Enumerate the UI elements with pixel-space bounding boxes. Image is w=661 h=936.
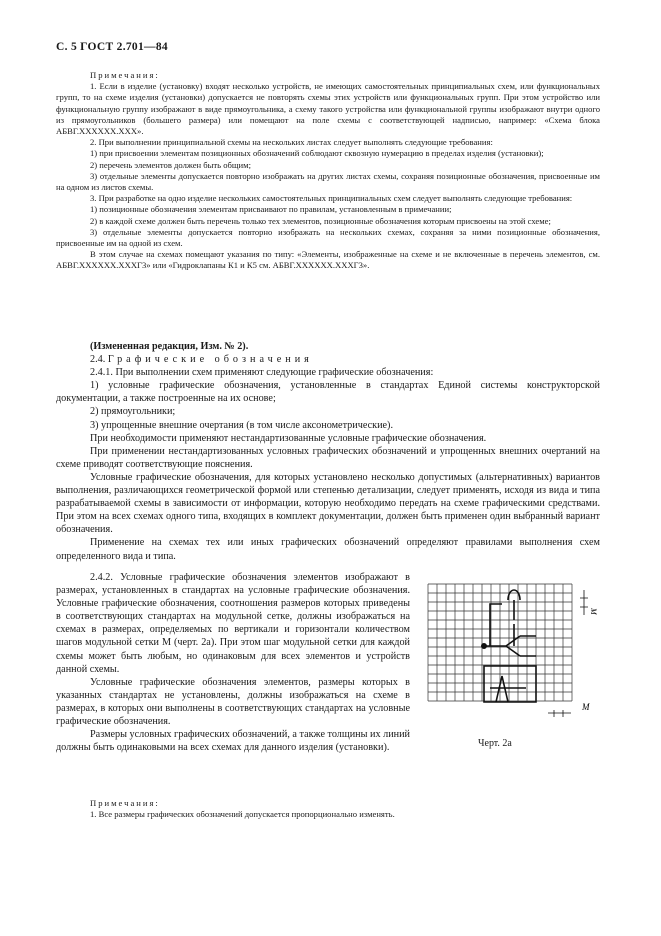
section-title: Графические обозначения	[107, 354, 313, 366]
note-paragraph: 1) при присвоении элементам позиционных обозначений соблюдают сквозную нумерацию в пределах изделия (установки);	[90, 148, 544, 159]
note-paragraph: 3. При разработке на одно изделие нескольких самостоятельных принципиальных схем следует выполнять следующие требования:	[90, 193, 573, 204]
note-paragraph: 3) отдельные элементы допускается повторно изображать на других листах схемы, сохраняя позиционные обозначения, присвоенные им на одном из листов схемы.	[56, 170, 600, 193]
note-paragraph: 1) позиционные обозначения элементам присваивают по правилам, установленным в примечании;	[90, 204, 452, 215]
body-paragraph: Условные графические обозначения, для которых установлено несколько допустимых (альтернативных) вариантов выполнения, различающихся геометрической формой или степенью детализации, следует применять, исходя из вида и типа разрабатываемой схемы в зависимости от информации, которую необходимо передать на схеме графическими средствами. При этом на всех схемах одного типа, входящих в комплект документации, должен быть применен один выбранный вариант обозначения.	[56, 471, 600, 536]
section-number: 2.4.	[90, 354, 106, 366]
body-paragraph: 3) упрощенные внешние очертания (в том числе аксонометрические).	[90, 419, 393, 431]
grid-drawing	[424, 580, 604, 720]
bottom-note-text: 1. Все размеры графических обозначений допускается пропорционально изменять.	[90, 809, 395, 820]
note-paragraph: 3) отдельные элементы допускается повторно изображать на нескольких схемах, сохраняя за ними позиционные обозначения, присвоенные им на одной из схем.	[56, 226, 600, 249]
symbol-leads	[520, 636, 536, 656]
dim-label-horizontal: M	[582, 702, 590, 712]
body-paragraph: Применение на схемах тех или иных графических обозначений определяют правилами выполнения схем определенного вида и типа.	[56, 537, 600, 562]
bottom-notes-title: Примечания:	[90, 798, 160, 808]
body-paragraph: При необходимости применяют нестандартизованные условные графические обозначения.	[90, 432, 487, 444]
main-text-block	[56, 340, 600, 563]
body-paragraph: 1) условные графические обозначения, установленные в стандартах Единой системы конструкторской документации, а также построенные на их основе;	[56, 380, 600, 405]
symbol-box	[484, 666, 536, 702]
page-header: С. 5 ГОСТ 2.701—84	[56, 41, 168, 53]
figure-caption: Черт. 2а	[478, 738, 512, 749]
symbol-node	[482, 644, 486, 648]
notes-block	[56, 70, 600, 272]
body-paragraph: Условные графические обозначения элементов, размеры которых в указанных стандартах не установлены, должны изображаться на схеме в размерах, в которых они выполнены в соответствующих стандартах на условные графические обозначения.	[56, 676, 410, 728]
body-paragraph: Размеры условных графических обозначений, а также толщины их линий должны быть одинаковыми на всех схемах для данного изделия (установки).	[56, 729, 411, 754]
notes-title: Примечания:	[90, 70, 160, 80]
note-paragraph: 1. Если в изделие (установку) входят несколько устройств, не имеющих самостоятельных принципиальных схем, или функциональных групп, то на схеме изделия (установки) допускается не повторять схемы этих устройств или функциональных групп. При этом устройство или функциональную группу изображают в виде прямоугольника, а схему такого устройства или функциональной группы изображают внутри одного из прямоугольников (большего размера) или помещают на поле схемы с соответствующей надписью, например: «Схема блока АБВГ.XXXXXX.XXX».	[56, 81, 600, 137]
note-paragraph: 2) в каждой схеме должен быть перечень только тех элементов, позиционные обозначения которым присвоены на этой схеме;	[90, 215, 551, 226]
section-heading	[56, 353, 600, 366]
dim-label-vertical: M	[589, 608, 598, 615]
body-paragraph: 2.4.1. При выполнении схем применяют следующие графические обозначения:	[90, 367, 434, 379]
note-paragraph: 2) перечень элементов должен быть общим;	[90, 159, 251, 170]
symbol-triangle	[496, 676, 508, 702]
note-paragraph: В этом случае на схемах помещают указания по типу: «Элементы, изображенные на схеме и не включенные в перечень элементов, см. АБВГ.XXXXXX.XXXГ3» или «Гидроклапаны К1 и К5 см. АБВГ.XXXXXX.XXXГ3».	[56, 249, 600, 271]
note-paragraph: 2. При выполнении принципиальной схемы на нескольких листах следует выполнять следующие требования:	[90, 137, 493, 148]
body-paragraph: 2) прямоугольники;	[90, 406, 176, 418]
body-paragraph: 2.4.2. Условные графические обозначения элементов изображают в размерах, установленных в стандартах на условные графические обозначения. Условные графические обозначения, соотношения размеров которых приведены в соответствующих стандартах на модульной сетке, должны изображаться на схемах в размерах, определяемых по вертикали и горизонтали количеством шагов модульной сетки М (черт. 2а). При этом шаг модульной сетки для каждой схемы может быть любым, но одинаковым для всех элементов и устройств данной схемы.	[56, 572, 410, 675]
body-paragraph: При применении нестандартизованных условных графических обозначений и упрощенных внешних очертаний на схеме приводят соответствующие пояснения.	[56, 445, 600, 470]
figure-side-text	[56, 571, 410, 754]
modular-grid-figure	[424, 580, 604, 725]
bottom-notes	[56, 798, 600, 820]
revision-note: (Измененная редакция, Изм. № 2).	[90, 341, 249, 352]
